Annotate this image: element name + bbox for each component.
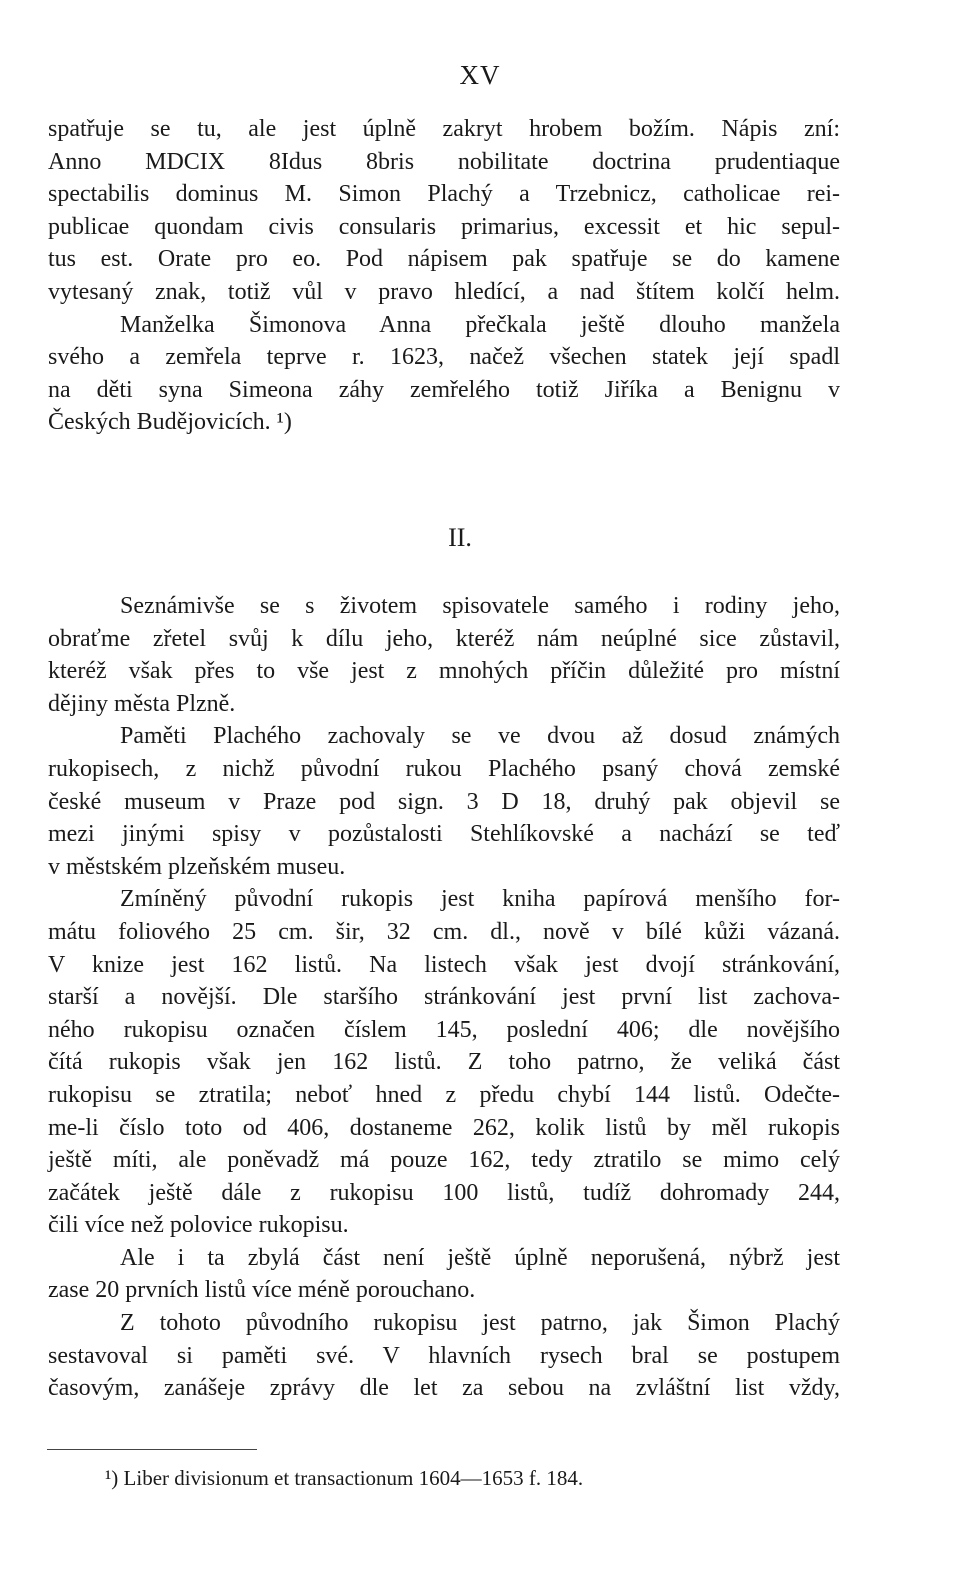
text-line: časovým, zanášeje zprávy dle let za sebou na zvláštní list vždy, — [48, 1375, 840, 1402]
text-line: rukopisu se ztratila; neboť hned z předu chybí 144 listů. Odečte- — [48, 1081, 840, 1108]
text-line: na děti syna Simeona záhy zemřelého totiž Jiříka a Benignu v — [48, 376, 840, 403]
footnote: ¹) Liber divisionum et transactionum 1604—1653 f. 184. — [105, 1466, 584, 1490]
text-line: v městském plzeňském museu. — [48, 853, 346, 880]
text-line: ještě míti, ale poněvadž má pouze 162, tedy ztratilo se mimo celý — [48, 1147, 840, 1174]
text-block-main — [48, 590, 840, 1405]
section-heading: II. — [448, 523, 472, 552]
text-block-top — [48, 113, 840, 439]
text-line: Manželka Šimonova Anna přečkala ještě dlouho manžela — [120, 311, 840, 338]
text-line: me-li číslo toto od 406, dostaneme 262, kolik listů by měl rukopis — [48, 1114, 840, 1141]
text-line: V knize jest 162 listů. Na listech však jest dvojí stránkování, — [48, 951, 840, 978]
text-line: obraťme zřetel svůj k dílu jeho, kteréž nám neúplné sice zůstavil, — [48, 625, 840, 652]
text-line: ného rukopisu označen číslem 145, poslední 406; dle novějšího — [48, 1016, 840, 1043]
text-line: čili více než polovice rukopisu. — [48, 1212, 349, 1239]
text-line: začátek ještě dále z rukopisu 100 listů, tudíž dohromady 244, — [48, 1179, 840, 1206]
text-line: rukopisech, z nichž původní rukou Plachého psaný chová zemské — [48, 755, 840, 782]
text-line: dějiny města Plzně. — [48, 690, 236, 717]
text-line: Z tohoto původního rukopisu jest patrno, jak Šimon Plachý — [120, 1310, 840, 1337]
text-line: vytesaný znak, totiž vůl v pravo hledící, a nad štítem kolčí helm. — [48, 278, 840, 305]
text-line: Českých Budějovicích. ¹) — [48, 409, 292, 436]
text-line: spectabilis dominus M. Simon Plachý a Trzebnicz, catholicae rei- — [48, 181, 840, 208]
text-line: české museum v Praze pod sign. 3 D 18, druhý pak objevil se — [48, 788, 840, 815]
text-line: mezi jinými spisy v pozůstalosti Stehlíkovské a nachází se teď — [48, 821, 840, 848]
text-line: spatřuje se tu, ale jest úplně zakryt hrobem božím. Nápis zní: — [48, 116, 840, 142]
text-line: Zmíněný původní rukopis jest kniha papírová menšího for- — [120, 886, 840, 913]
text-line: tus est. Orate pro eo. Pod nápisem pak spatřuje se do kamene — [48, 246, 840, 273]
footnote-divider — [47, 1449, 257, 1450]
text-line: publicae quondam civis consularis primarius, excessit et hic sepul- — [48, 213, 840, 240]
text-line: mátu foliového 25 cm. šir, 32 cm. dl., nově v bílé kůži vázaná. — [48, 918, 840, 945]
page-number: XV — [459, 60, 501, 90]
text-line: Seznámivše se s životem spisovatele samého i rodiny jeho, — [120, 593, 840, 619]
text-line: Paměti Plachého zachovaly se ve dvou až dosud známých — [120, 723, 840, 750]
text-line: svého a zemřela teprve r. 1623, načež všechen statek její spadl — [48, 344, 840, 371]
text-line: starší a novější. Dle staršího stránkování jest první list zachova- — [48, 984, 840, 1011]
text-line: Ale i ta zbylá část není ještě úplně neporušená, nýbrž jest — [120, 1244, 840, 1271]
text-line: sestavoval si paměti své. V hlavních rysech bral se postupem — [48, 1342, 840, 1369]
text-line: zase 20 prvních listů více méně porouchano. — [48, 1277, 476, 1304]
text-line: kteréž však přes to vše jest z mnohých příčin důležité pro místní — [48, 658, 840, 685]
text-line: čítá rukopis však jen 162 listů. Z toho patrno, že veliká část — [48, 1049, 840, 1076]
text-line: Anno MDCIX 8Idus 8bris nobilitate doctrina prudentiaque — [48, 148, 840, 175]
